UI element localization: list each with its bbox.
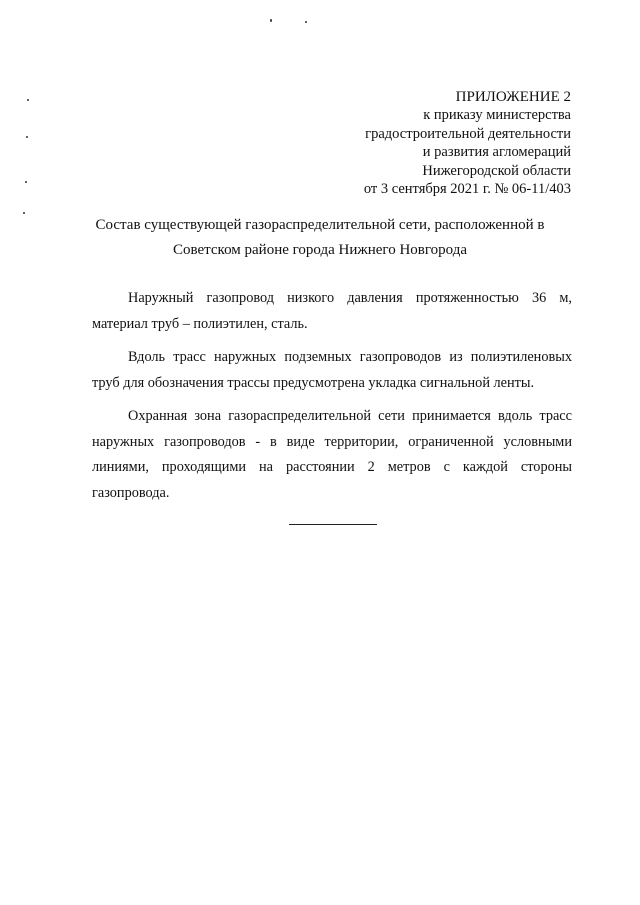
scan-speck [305, 21, 307, 23]
end-separator-line [289, 524, 377, 525]
title-line: Советском районе города Нижнего Новгорода [172, 242, 468, 258]
scan-speck [27, 99, 29, 101]
order-date-number: от 3 сентября 2021 г. № 06-11/403 [363, 181, 571, 198]
body-paragraph: Охранная зона газораспределительной сети принимается вдоль трасс наружных газопроводов - в виде территории, ограниченной условными линиями, проходящими на расстоянии 2 метров с каждой стороны газопровода. [92, 408, 572, 501]
ministry-name-line: и развития агломераций [422, 144, 571, 161]
appendix-label: ПРИЛОЖЕНИЕ 2 [455, 89, 571, 105]
title-line: Состав существующей газораспределительной сети, расположенной в [95, 217, 545, 233]
scan-speck [26, 136, 28, 138]
body-paragraph: Вдоль трасс наружных подземных газопроводов из полиэтиленовых труб для обозначения трассы предусмотрена укладка сигнальной ленты. [92, 349, 572, 391]
document-title [60, 213, 580, 263]
body-paragraph: Наружный газопровод низкого давления протяженностью 36 м, материал труб – полиэтилен, сталь. [92, 290, 572, 332]
scan-speck [23, 212, 25, 214]
appendix-header [364, 88, 571, 198]
document-body [92, 286, 572, 514]
order-reference-line: к приказу министерства [423, 107, 571, 124]
ministry-name-line: градостроительной деятельности [365, 125, 571, 142]
region-name-line: Нижегородской области [422, 162, 571, 179]
scan-speck [270, 19, 272, 22]
scan-speck [25, 181, 27, 183]
